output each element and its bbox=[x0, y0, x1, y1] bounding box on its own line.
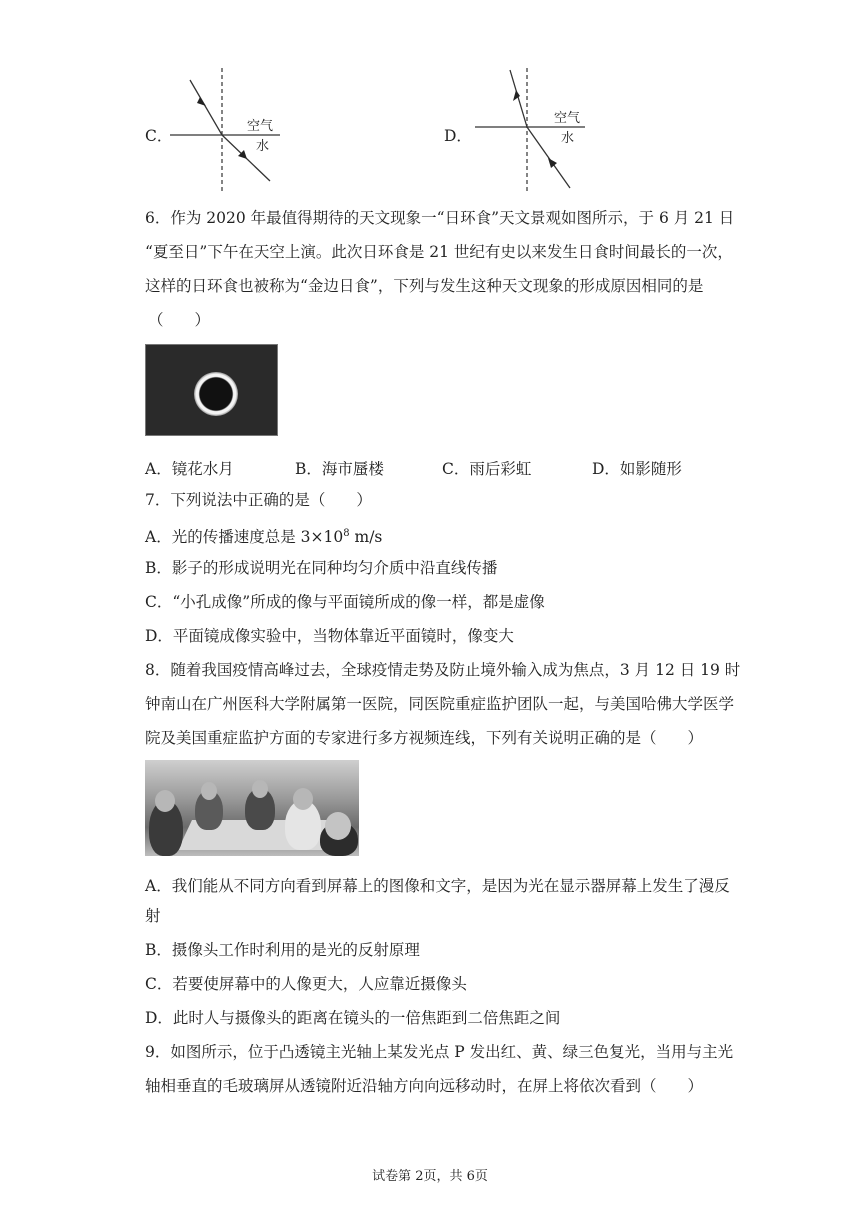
eclipse-ring bbox=[194, 372, 238, 416]
q8-option-b: B．摄像头工作时利用的是光的反射原理 bbox=[145, 941, 420, 959]
q6-option-d: D．如影随形 bbox=[592, 460, 682, 478]
q7-option-a: A．光的传播速度总是 $3\times 10^8$ m/s bbox=[145, 528, 383, 547]
page-footer: 试卷第 2页，共 6页 bbox=[372, 1169, 488, 1184]
q8-option-c: C．若要使屏幕中的人像更大，人应靠近摄像头 bbox=[145, 975, 467, 993]
q8-line-1: 8．随着我国疫情高峰过去，全球疫情走势及防止境外输入成为焦点，3 月 12 日 19 时 bbox=[145, 661, 741, 679]
q8-line-3: 院及美国重症监护方面的专家进行多方视频连线，下列有关说明正确的是（ ） bbox=[145, 729, 704, 747]
q6-line-3: 这样的日环食也被称为“金边日食”，下列与发生这种天文现象的形成原因相同的是 bbox=[145, 277, 704, 295]
q7-option-d: D．平面镜成像实验中，当物体靠近平面镜时，像变大 bbox=[145, 627, 514, 645]
q6-option-a: A．镜花水月 bbox=[145, 460, 234, 478]
q6-line-2: “夏至日”下午在天空上演。此次日环食是 21 世纪有史以来发生日食时间最长的一次， bbox=[145, 243, 733, 261]
refraction-diagram-d bbox=[470, 66, 590, 196]
medium-air-label: 空气 bbox=[554, 111, 581, 126]
q9-line-1: 9．如图所示，位于凸透镜主光轴上某发光点 P 发出红、黄、绿三色复光，当用与主光 bbox=[145, 1043, 734, 1061]
q6-line-1: 6．作为 2020 年最值得期待的天文现象一“日环食”天文景观如图所示，于 6 月 21 日 bbox=[145, 209, 735, 227]
annular-eclipse-photo bbox=[145, 344, 278, 436]
medium-air-label: 空气 bbox=[247, 119, 274, 134]
q8-line-2: 钟南山在广州医科大学附属第一医院，同医院重症监护团队一起，与美国哈佛大学医学 bbox=[145, 695, 735, 713]
q8-option-d: D．此时人与摄像头的距离在镜头的一倍焦距到二倍焦距之间 bbox=[145, 1009, 561, 1027]
q7-stem: 7．下列说法中正确的是（ ） bbox=[145, 491, 372, 509]
option-c-label: C． bbox=[145, 127, 173, 145]
q8-option-a-line-1: A．我们能从不同方向看到屏幕上的图像和文字，是因为光在显示器屏幕上发生了漫反 bbox=[145, 877, 730, 895]
option-d-label: D． bbox=[444, 127, 472, 145]
q9-line-2: 轴相垂直的毛玻璃屏从透镜附近沿轴方向向远移动时，在屏上将依次看到（ ） bbox=[145, 1077, 704, 1095]
q7-option-b: B．影子的形成说明光在同种均匀介质中沿直线传播 bbox=[145, 559, 498, 577]
q6-option-c: C．雨后彩虹 bbox=[442, 460, 532, 478]
q6-line-4: （ ） bbox=[148, 311, 211, 329]
medium-water-label: 水 bbox=[256, 139, 270, 154]
q6-options bbox=[145, 457, 725, 477]
q6-option-b: B．海市蜃楼 bbox=[295, 460, 384, 478]
medium-water-label: 水 bbox=[561, 131, 575, 146]
q8-option-a-line-2: 射 bbox=[145, 907, 161, 925]
refraction-diagram-c bbox=[165, 66, 285, 196]
video-conference-photo bbox=[145, 760, 359, 856]
q7-option-c: C．“小孔成像”所成的像与平面镜所成的像一样，都是虚像 bbox=[145, 593, 545, 611]
